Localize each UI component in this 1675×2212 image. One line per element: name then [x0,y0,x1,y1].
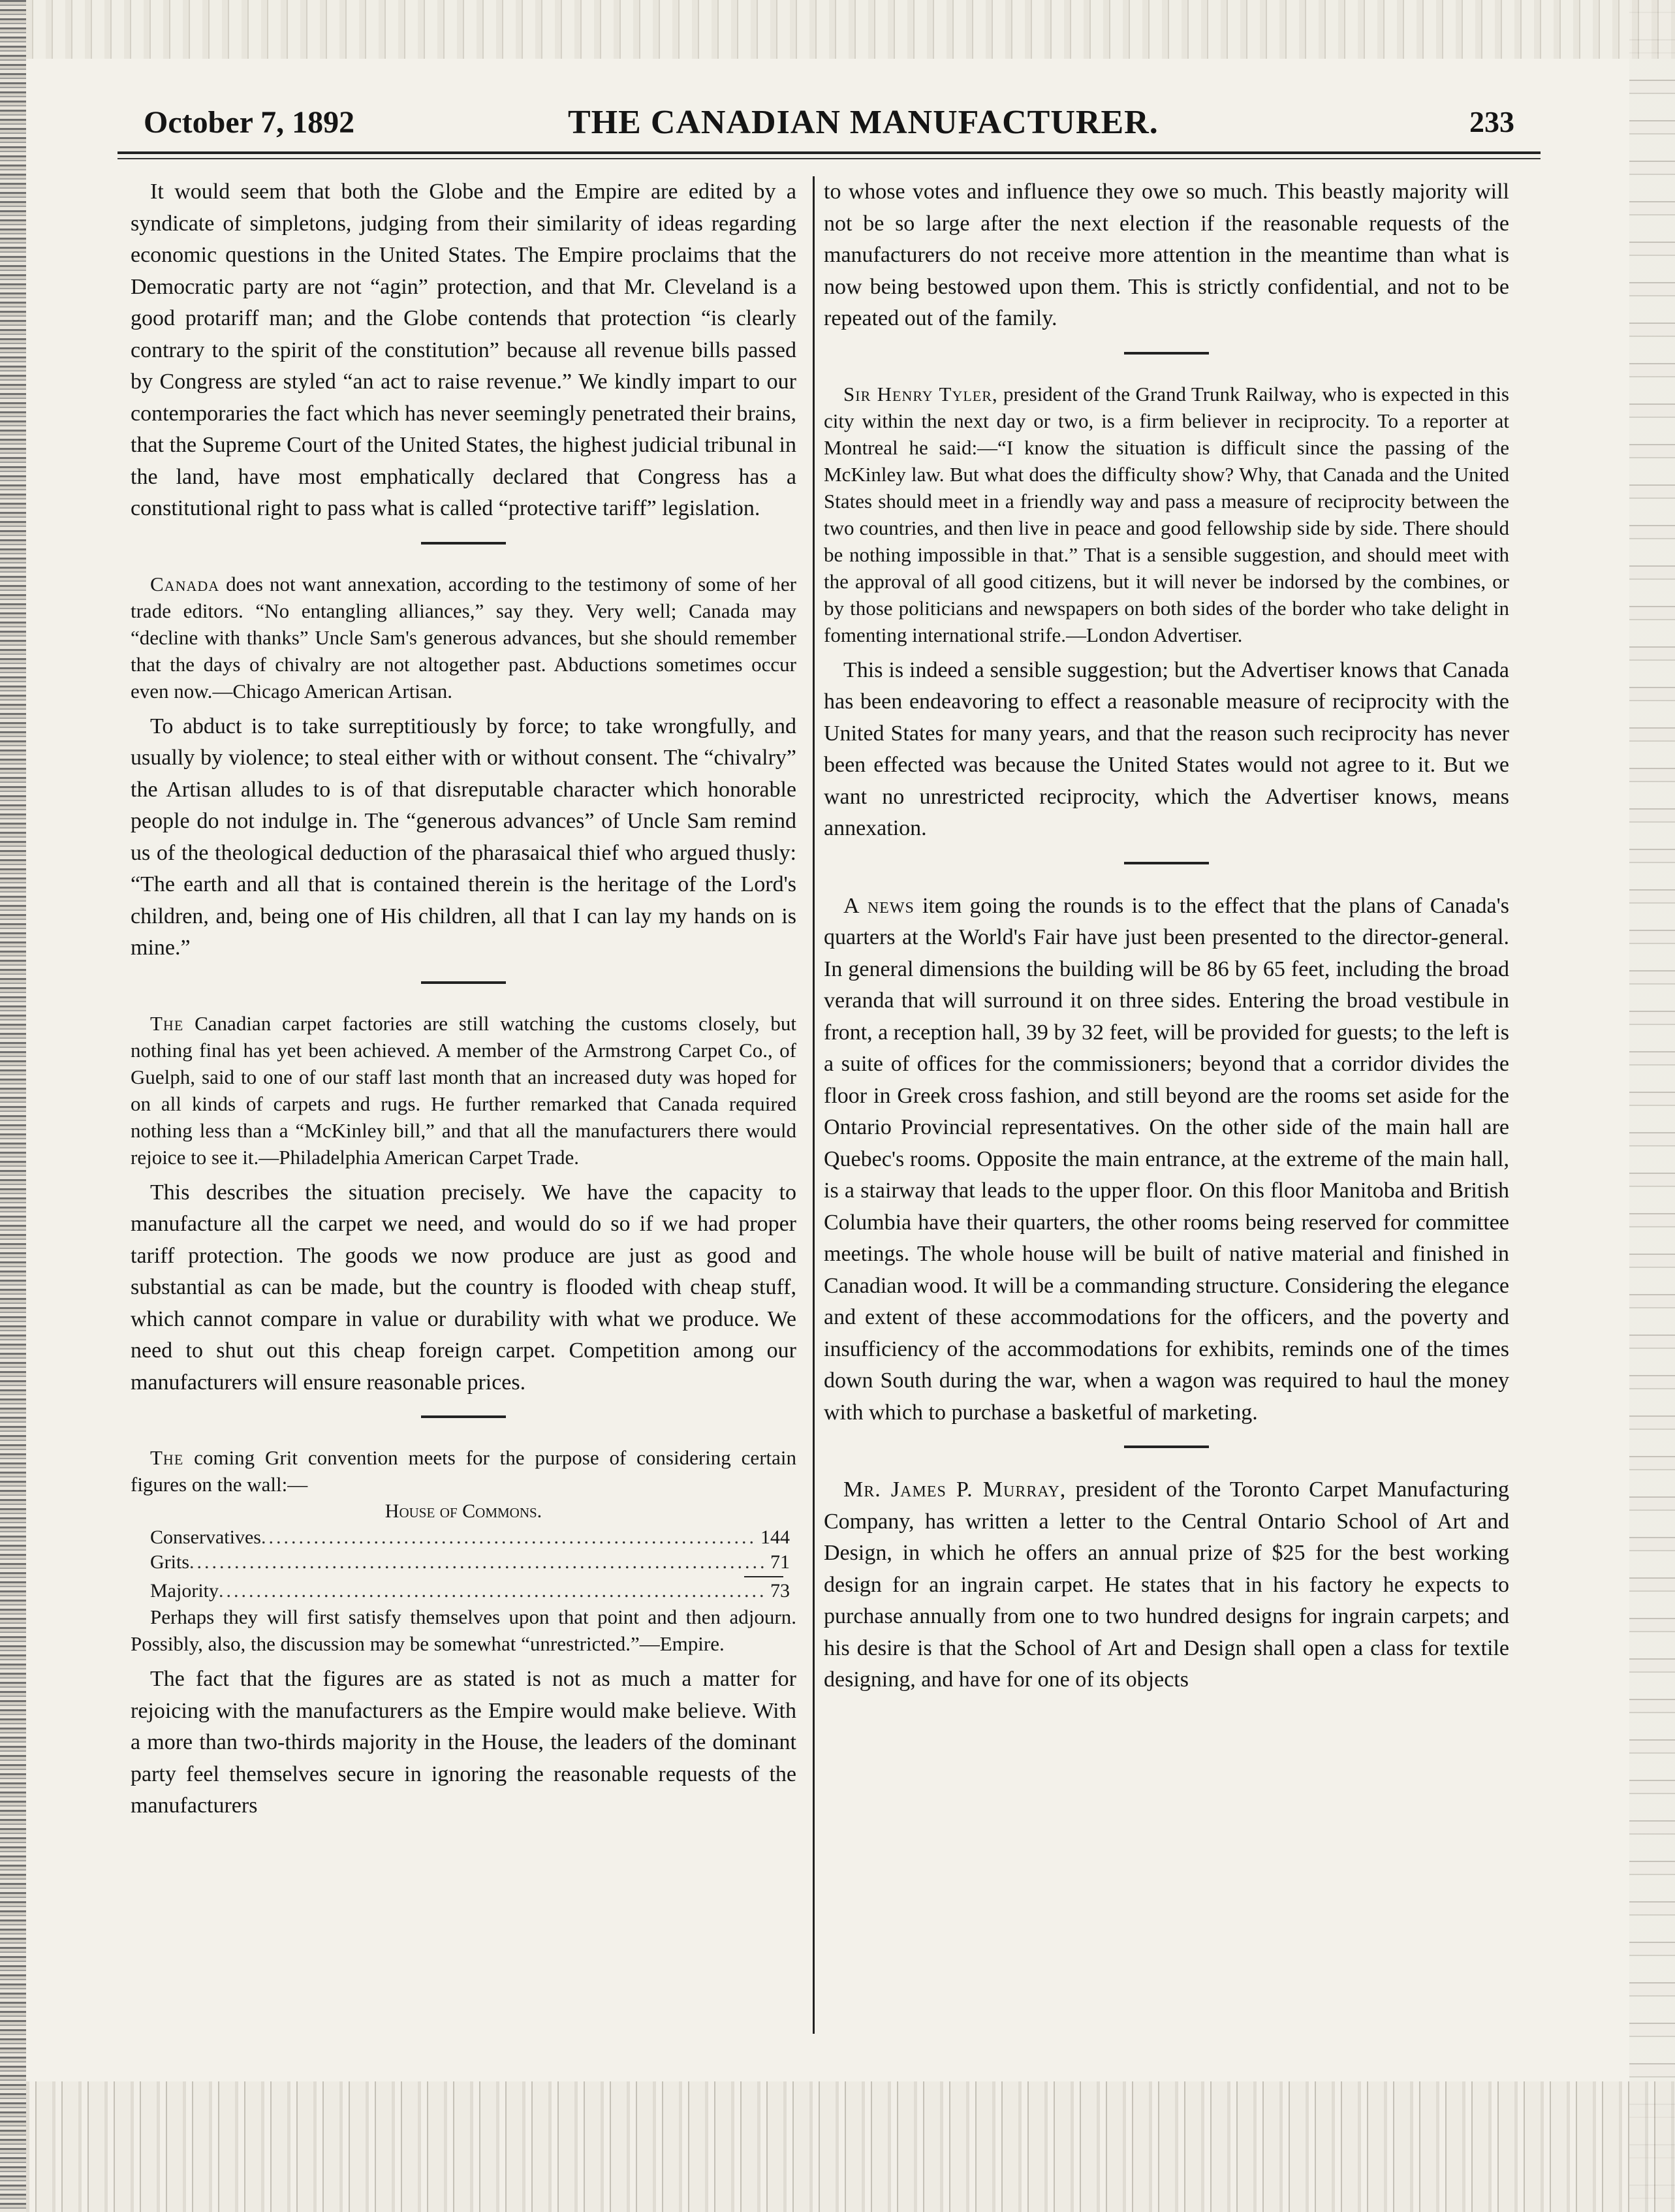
paragraph-text: does not want annexation, according to the testimony of some of her trade editors. “No entangling alliances,” say they. Very well; Canada may “decline with thanks” Uncle Sam's generous advances, but she should remember that the days of chivalry are not altogether past. Abductions sometimes occur even now.—Chicago American Artisan. [131,572,796,703]
leader-dots [219,1579,766,1604]
article-paragraph [131,1010,796,1171]
table-row [131,1579,796,1604]
column-divider [813,176,815,2034]
article-paragraph [131,571,796,704]
page-header [144,98,1527,144]
article-paragraph: The fact that the figures are as stated is not as much a matter for rejoicing with the manufacturers as the Empire would make believe. With a more than two-thirds majority in the House, the leaders of the dominant party feel themselves secure in ignoring the reasonable requests of the manufacturers [131,1667,796,1818]
paragraph-text: Canadian carpet factories are still watching the customs closely, but nothing final has yet been achieved. A member of the Armstrong Carpet Co., of Guelph, said to one of our staff last month that an increased duty was hoped for on all kinds of carpets and rugs. He further remarked that Canada required nothing less than a “McKinley bill,” and that all the manufacturers there would rejoice to see it.—Philadelphia American Carpet Trade. [131,1011,796,1169]
article-paragraph: This describes the situation precisely. We have the capacity to manufacture all the carpet we need, and would do so if we had proper tariff protection. The goods we now produce are just as good and substantial as can be made, but the country is flooded with cheap stuff, which cannot compare in value or durability with what we produce. We need to shut out this cheap foreign carpet. Competition among our manufacturers will ensure reasonable prices. [131,1180,796,1395]
article-separator [1124,1446,1209,1448]
table-row [131,1550,796,1575]
scan-edge-left [0,0,26,2212]
header-rule [117,151,1541,154]
article-separator [1124,862,1209,864]
row-label: Majority [150,1580,219,1602]
row-value: 73 [770,1580,790,1602]
lead-word: The [150,1011,184,1035]
lead-word: A news [843,893,915,918]
lead-word: Mr. James P. Murray, [843,1477,1067,1502]
lead-word: Sir Henry Tyler, [843,382,998,405]
article-separator [1124,352,1209,355]
paragraph-text: president of the Toronto Carpet Manufacturing Company, has written a letter to the Central Ontario School of Art and Design, in which he offers an annual prize of $25 for the best working design for an ingrain carpet. He states that in his factory he expects to purchase annually from one to two hundred designs for ingrain carpets; and his desire is that the School of Art and Design shall open a class for textile designing, and have for one of its objects [824,1477,1509,1692]
article-separator [421,981,506,984]
paragraph-text: item going the rounds is to the effect that the plans of Canada's quarters at the World's Fair have just been presented to the director-general. In general dimensions the building will be 86 by 65 feet, including the broad veranda that will surround it on three sides. Entering the broad vestibule in front, a reception hall, 39 by 32 feet, will be provided for guests; to the left is a suite of offices for the commissioners; beyond that a corridor divides the floor in Greek cross fashion, and still beyond are the rooms set aside for the Ontario Provincial representatives. On the other side of the main hall are Quebec's rooms. Opposite the main entrance, at the extreme of the main hall, is a stairway that leads to the upper floor. On this floor Manitoba and British Columbia have their quarters, the other rooms being reserved for committee meetings. The whole house will be built of native material and finished in Canadian wood. It will be a commanding structure. Considering the elegance and extent of these accommodations for the officers, and the poverty and insufficiency of the accommodations for exhibits, reminds one of the times down South during the war, when a wagon was required to haul the money with which to purchase a basketful of marketing. [824,893,1509,1425]
table-row [131,1525,796,1550]
paragraph-text: coming Grit convention meets for the purpose of considering certain figures on the wall:— [131,1446,796,1496]
row-label: Grits [150,1551,189,1573]
paragraph-text: president of the Grand Trunk Railway, who is expected in this city within the next day or two, is a firm believer in reciprocity. To a reporter at Montreal he said:—“I know the situation is difficult since the passing of the McKinley law. But what does the difficulty show? Why, that Canada and the United States should meet in a friendly way and pass a measure of reciprocity between the two countries, and then live in peace and good fellowship side by side. There should be nothing impossible in that.” That is a sensible suggestion, and should meet with the approval of all good citizens, but it will never be indorsed by the combines, or by those politicians and newspapers on both sides of the border who take delight in fomenting international strife.—London Advertiser. [824,382,1509,646]
article-paragraph: Perhaps they will first satisfy themselves upon that point and then adjourn. Possibly, also, the discussion may be somewhat “unrestricted.”—Empire. [131,1605,796,1655]
article-paragraph: It would seem that both the Globe and the Empire are edited by a syndicate of simpletons, judging from their similarity of ideas regarding economic questions in the United States. The Empire proclaims that the Democratic party are not “agin” protection, and that Mr. Cleveland is a good protariff man; and the Globe contends that protection “is clearly contrary to the spirit of the constitution” because all revenue bills passed by Congress are styled “an act to raise revenue.” We kindly impart to our contemporaries the fact which has never seemingly penetrated their brains, that the Supreme Court of the United States, the highest judicial tribunal in the land, have most emphatically declared that Congress has a constitutional right to pass what is called “protective tariff” legislation. [131,180,796,520]
header-rule-thin [117,158,1541,159]
article-paragraph: To abduct is to take surreptitiously by force; to take wrongfully, and usually by violence; to steal either with or without consent. The “chivalry” the Artisan alludes to is of that disreputable character which honorable people do not indulge in. The “generous advances” of Uncle Sam remind us of the theological deduction of the pharasaical thief who argued thusly: “The earth and all that is contained therein is the heritage of the Lord's children, and, being one of His children, all that I can lay my hands on is mine.” [131,714,796,960]
publication-title: THE CANADIAN MANUFACTURER. [568,104,1159,141]
right-column [824,176,1509,2037]
scan-noise-top [26,0,1675,59]
article-separator [421,542,506,545]
row-value: 71 [770,1551,790,1573]
scan-edge-right [1629,0,1675,2212]
lead-word: Canada [150,572,220,595]
article-paragraph: This is indeed a sensible suggestion; but the Advertiser knows that Canada has been endeavoring to effect a reasonable measure of reciprocity with the United States for many years, and that the reason such reciprocity has never been effected was because the United States would not agree to it. But we want no unrestricted reciprocity, which the Advertiser knows, means annexation. [824,657,1509,840]
article-paragraph: to whose votes and influence they owe so much. This beastly majority will not be so large after the next election if the reasonable requests of the manufacturers do not receive more attention in the meantime than what is now being bestowed upon them. This is strictly confidential, and not to be repeated out of the family. [824,180,1509,330]
lead-word: The [150,1446,184,1469]
page-number: 233 [1469,105,1514,138]
article-paragraph [824,891,1509,1429]
article-paragraph [131,1444,796,1498]
article-separator [421,1415,506,1418]
leader-dots [261,1525,757,1550]
row-label: Conservatives [150,1526,261,1548]
scan-noise-bottom [26,2081,1675,2212]
table-heading: House of Commons. [384,1500,542,1522]
leader-dots [189,1550,766,1575]
article-paragraph [824,381,1509,648]
issue-date: October 7, 1892 [144,105,355,140]
row-value: 144 [760,1526,790,1548]
left-column [131,176,796,2037]
article-paragraph [824,1474,1509,1696]
sum-rule [744,1576,783,1577]
